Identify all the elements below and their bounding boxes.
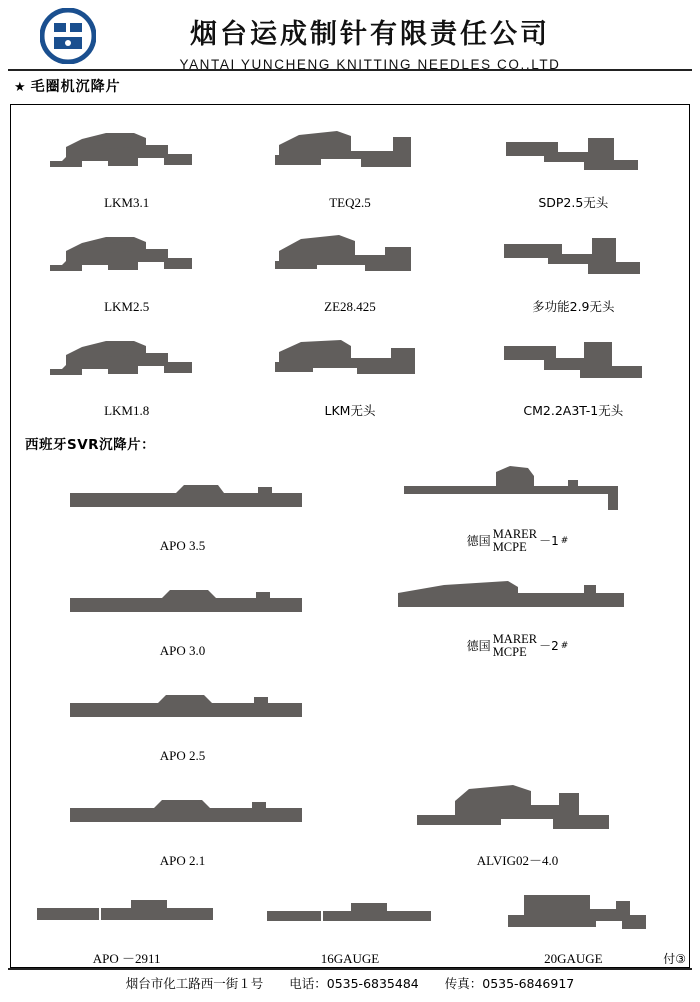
part-cell <box>350 455 685 560</box>
star-icon: ★ <box>14 78 26 94</box>
footer-fax: 传真：0535-6846917 <box>444 976 575 991</box>
part-label-prefix: 德国 <box>466 534 491 549</box>
part-label: LKM2.5 <box>104 299 150 314</box>
footer-phone: 电话：0535-6835484 <box>289 976 419 991</box>
sinker-part-alvig02-40 <box>350 770 685 850</box>
part-label-de <box>467 633 569 659</box>
sinker-part-cm22a3t1 <box>462 319 685 399</box>
part-cell <box>462 215 685 319</box>
part-label-sup: # <box>560 535 569 546</box>
part-label: APO 3.5 <box>159 538 206 553</box>
part-label: APO 2.5 <box>159 748 206 763</box>
part-label-prefix: 德国 <box>466 639 491 654</box>
part-label: ALVIG02－4.0 <box>476 853 559 868</box>
subsection-title: 西班牙SVR沉降片： <box>25 437 156 453</box>
sinker-part-ze28425 <box>238 215 461 297</box>
part-cell <box>238 111 461 215</box>
part-label-suffix: －2 <box>539 639 559 654</box>
page-number: 付③ <box>663 952 686 966</box>
company-logo-icon <box>40 8 96 64</box>
bottom-parts-grid <box>11 875 689 971</box>
part-cell <box>238 215 461 319</box>
part-label: TEQ2.5 <box>329 195 371 210</box>
part-cell <box>238 875 461 971</box>
part-label-suffix: －1 <box>539 534 559 549</box>
part-label: LKM3.1 <box>104 195 150 210</box>
part-label: 20GAUGE <box>544 951 603 966</box>
brand-line-1: MARER <box>492 631 538 646</box>
sinker-part-16gauge <box>238 875 461 949</box>
content-frame <box>10 104 690 968</box>
footer-address: 烟台市化工路西一街１号 <box>125 976 264 991</box>
part-label: SDP2.5无头 <box>538 195 609 210</box>
sinker-part-marer-mcpe-1 <box>350 455 685 528</box>
part-label: 多功能2.9无头 <box>532 299 615 314</box>
company-name-en: YANTAI YUNCHENG KNITTING NEEDLES CO.,LTD <box>179 57 561 72</box>
part-cell <box>15 875 238 971</box>
sinker-part-lkm18 <box>15 319 238 401</box>
sinker-part-apo21 <box>15 770 350 853</box>
part-label: APO －2911 <box>92 951 161 966</box>
header-divider <box>8 69 692 71</box>
part-cell <box>462 111 685 215</box>
part-label-sup: # <box>560 640 569 651</box>
part-label: LKM无头 <box>324 403 376 418</box>
part-cell <box>350 560 685 665</box>
footer-divider <box>8 968 692 970</box>
part-label <box>467 528 569 560</box>
part-cell <box>15 770 350 875</box>
sinker-part-lkm31 <box>15 111 238 193</box>
company-name-cn: 烟台运成制针有限责任公司 <box>190 19 550 50</box>
part-cell <box>15 455 350 560</box>
sinker-part-teq25 <box>238 111 461 193</box>
sinker-part-multi29 <box>462 215 685 295</box>
part-label: APO 2.1 <box>159 853 206 868</box>
part-label: LKM1.8 <box>104 403 150 418</box>
part-cell <box>15 560 350 665</box>
sinker-part-lkm-headless <box>238 319 461 399</box>
sinker-part-marer-mcpe-2 <box>350 560 685 633</box>
part-label: 16GAUGE <box>320 951 380 966</box>
footer-contact <box>0 974 700 992</box>
sinker-part-lkm25 <box>15 215 238 297</box>
part-cell-empty <box>350 665 685 770</box>
part-label: APO 3.0 <box>159 643 206 658</box>
sinker-part-apo-2911 <box>15 875 238 946</box>
brand-line-1: MARER <box>492 526 538 541</box>
part-cell <box>15 319 238 423</box>
brand-line-2: MCPE <box>492 539 527 554</box>
part-label: CM2.2A3T-1无头 <box>523 403 624 418</box>
part-cell <box>238 319 461 423</box>
part-label-brand <box>493 633 537 659</box>
brand-line-2: MCPE <box>492 644 527 659</box>
part-label-de <box>467 528 569 554</box>
sinker-part-sdp25 <box>462 111 685 191</box>
part-label: ZE28.425 <box>324 299 376 314</box>
sinker-part-apo35 <box>15 455 350 538</box>
section-title-row <box>0 72 700 98</box>
section-title: 毛圈机沉降片 <box>30 79 121 95</box>
sinker-part-apo25 <box>15 665 350 748</box>
part-cell <box>350 770 685 875</box>
mid-parts-grid <box>11 453 689 875</box>
sinker-part-apo30 <box>15 560 350 643</box>
part-cell <box>15 665 350 770</box>
part-cell <box>15 215 238 319</box>
empty-art <box>350 665 685 764</box>
part-cell <box>462 875 685 971</box>
part-cell <box>15 111 238 215</box>
part-label <box>467 633 569 665</box>
sinker-part-20gauge <box>462 875 685 949</box>
part-label-brand <box>493 528 537 554</box>
page-header <box>0 0 700 72</box>
top-parts-grid <box>11 105 689 423</box>
part-cell <box>462 319 685 423</box>
